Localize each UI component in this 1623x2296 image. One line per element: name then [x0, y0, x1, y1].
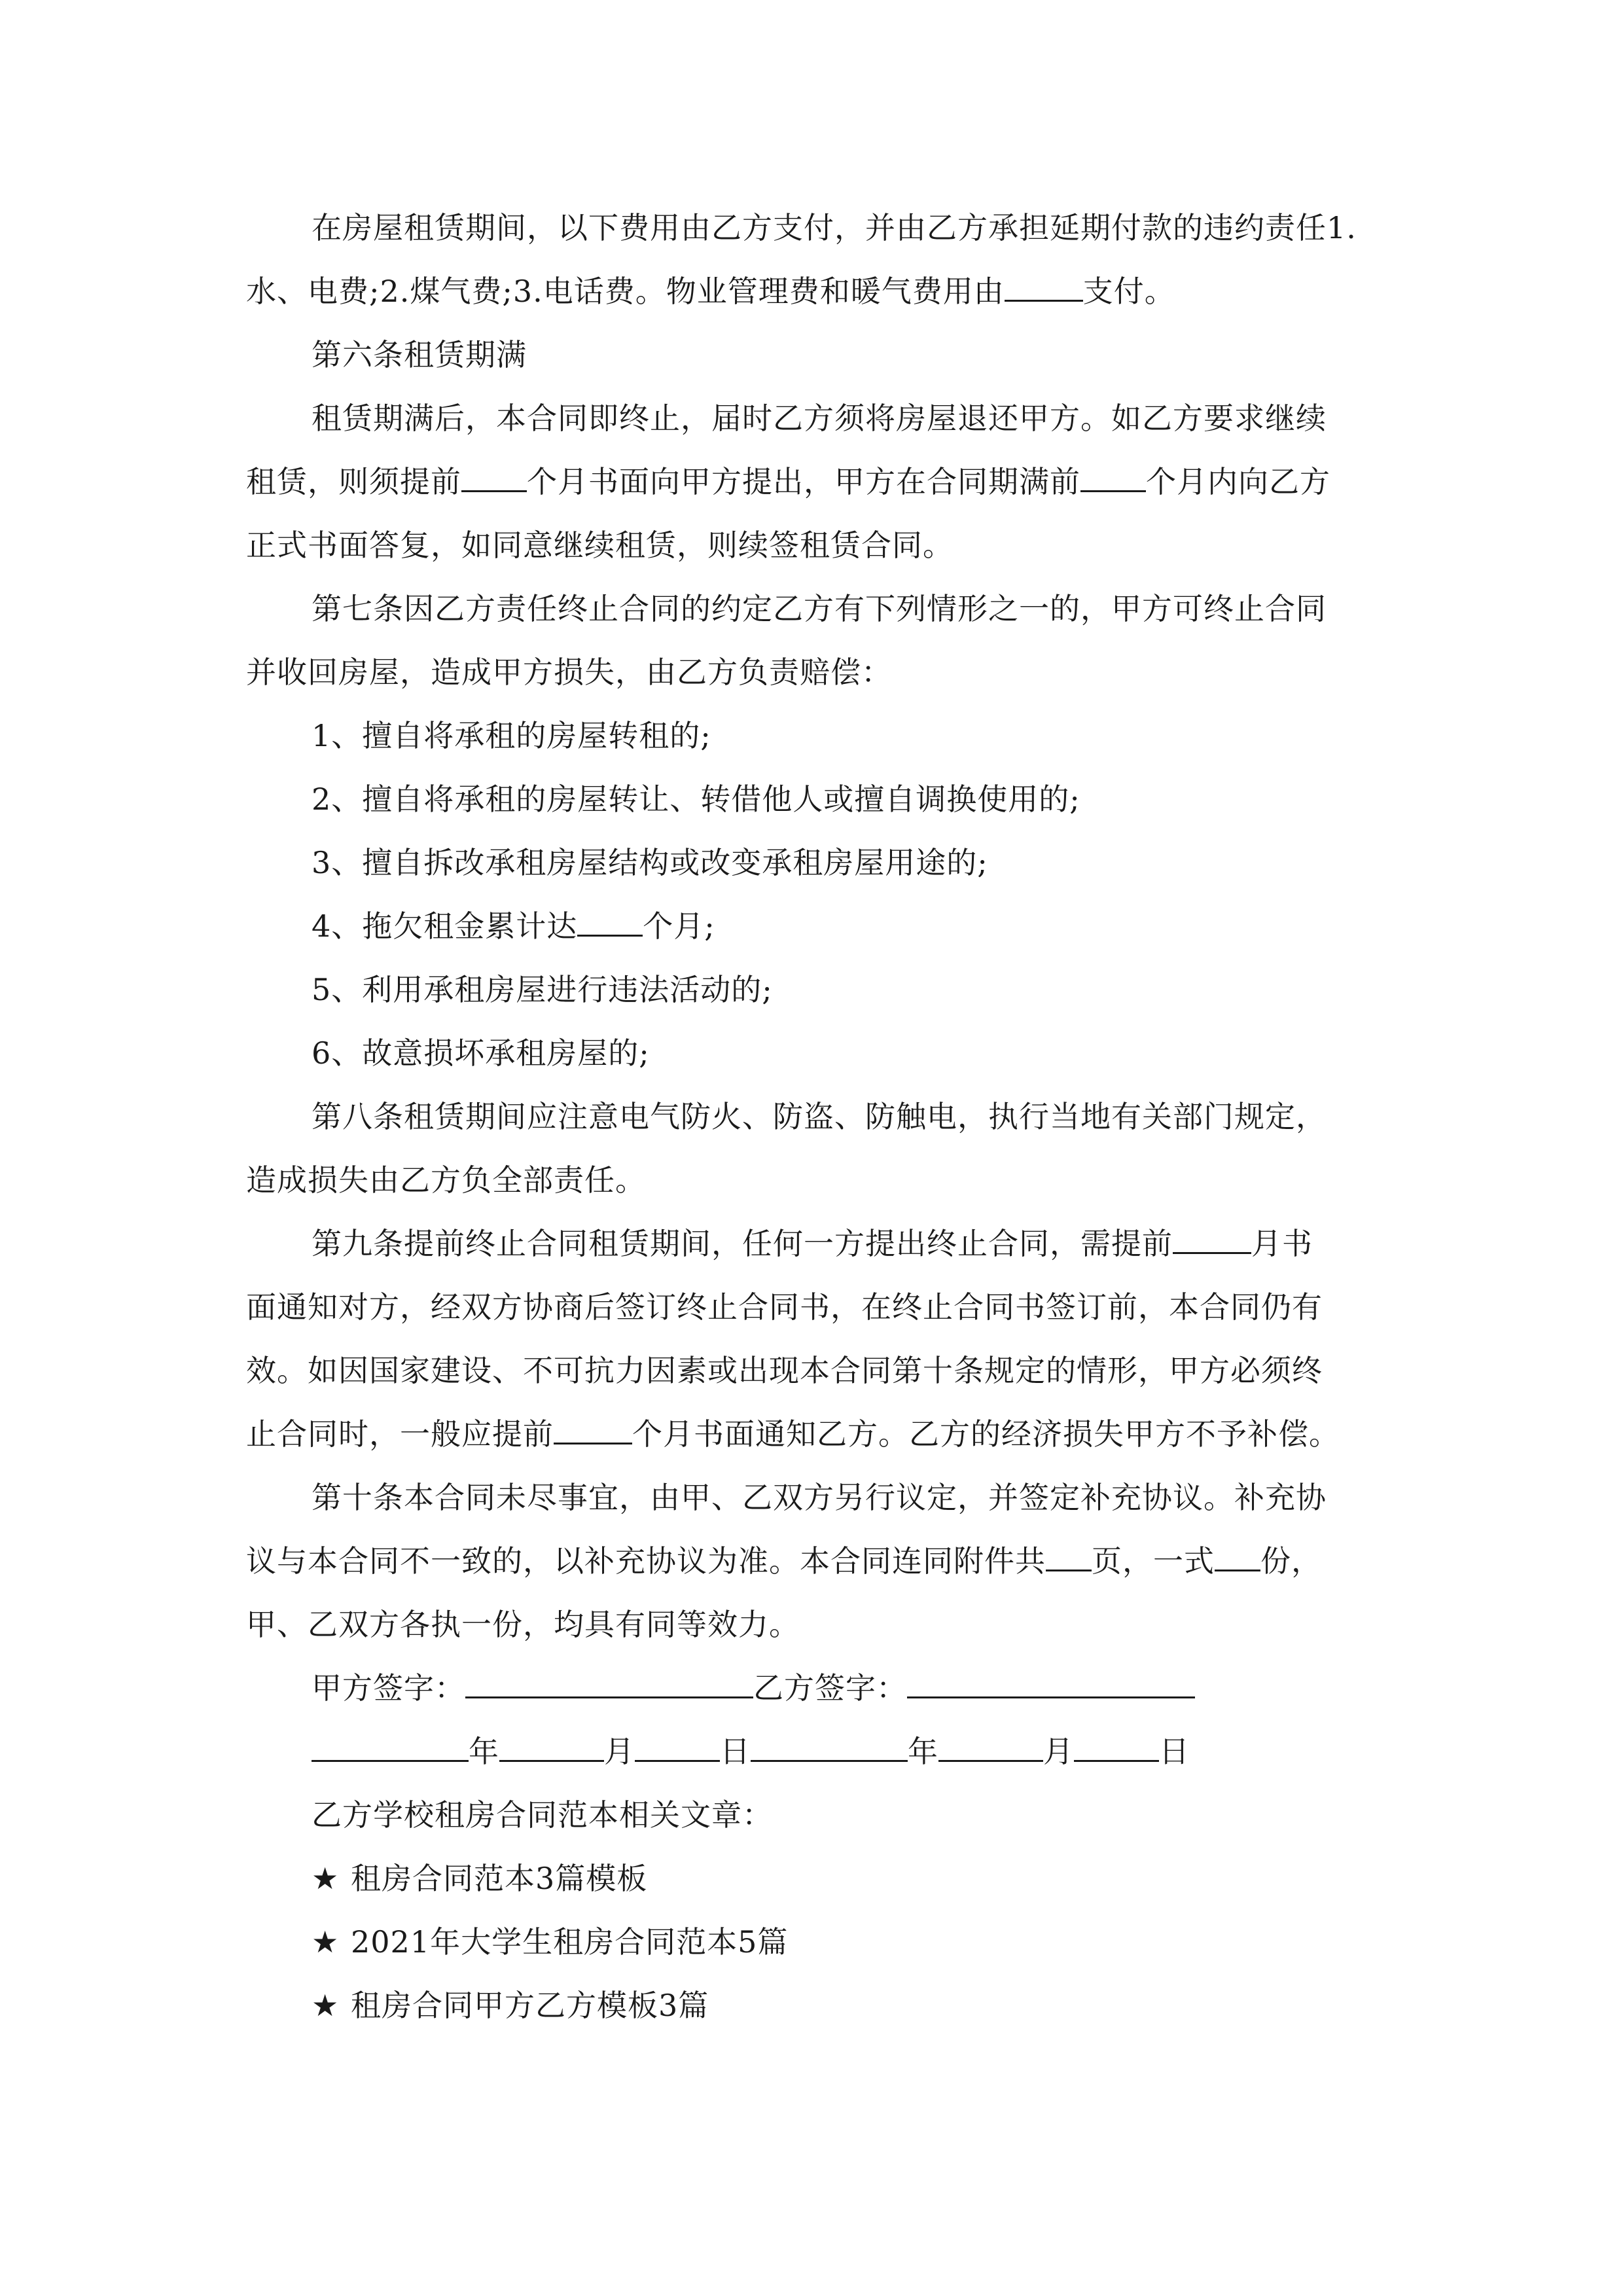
- paragraph-line: [246, 387, 1378, 450]
- article-10-text: 甲、乙双方各执一份，均具有同等效力。: [246, 1607, 800, 1642]
- article-9-text: 效。如因国家建设、不可抗力因素或出现本合同第十条规定的情形，甲方必须终: [246, 1353, 1323, 1388]
- related-articles-heading: [246, 1784, 1378, 1847]
- list-item-text: 个月;: [643, 908, 715, 944]
- related-link-text[interactable]: 租房合同范本3篇模板: [351, 1861, 648, 1896]
- document-body: [246, 196, 1378, 2037]
- party-a-month-field: [499, 1734, 604, 1762]
- list-item: [246, 958, 1378, 1022]
- paragraph-line: [246, 1593, 1378, 1657]
- article-10-text: 页，一式: [1092, 1543, 1215, 1579]
- article-8-text: 造成损失由乙方负全部责任。: [246, 1162, 646, 1198]
- paragraph-line: [246, 260, 1378, 323]
- list-item-text: 6、故意损坏承租房屋的;: [312, 1035, 650, 1071]
- party-b-signature-label: 乙方签字：: [753, 1670, 907, 1706]
- article-10-text: 份，: [1260, 1543, 1322, 1579]
- list-item: [246, 895, 1378, 958]
- related-link-text[interactable]: 租房合同甲方乙方模板3篇: [351, 1988, 709, 2023]
- star-icon: ★: [312, 1988, 340, 2023]
- list-item: [246, 704, 1378, 768]
- related-link[interactable]: [246, 1847, 1378, 1910]
- star-icon: ★: [312, 1924, 340, 1960]
- star-icon: ★: [312, 1861, 340, 1896]
- article-10-text: 议与本合同不一致的，以补充协议为准。本合同连同附件共: [246, 1543, 1046, 1579]
- lease-expiry-text: 个月书面向甲方提出，甲方在合同期满前: [527, 464, 1080, 499]
- related-link-text[interactable]: 2021年大学生租房合同范本5篇: [351, 1924, 789, 1960]
- paragraph-line: [246, 1149, 1378, 1212]
- article-9-text: 第九条提前终止合同租赁期间，任何一方提出终止合同，需提前: [312, 1226, 1173, 1261]
- party-a-signature-label: 甲方签字：: [312, 1670, 465, 1706]
- day-label: 日: [1159, 1734, 1190, 1769]
- fill-blank: [1215, 1543, 1260, 1571]
- date-row: [246, 1720, 1378, 1784]
- related-link[interactable]: [246, 1974, 1378, 2037]
- fill-blank: [461, 464, 527, 492]
- lease-expiry-text: 租赁，则须提前: [246, 464, 461, 499]
- party-a-year-field: [312, 1734, 469, 1762]
- related-link[interactable]: [246, 1910, 1378, 1974]
- day-label: 日: [720, 1734, 751, 1769]
- paragraph-line: [246, 196, 1378, 260]
- year-label: 年: [469, 1734, 499, 1769]
- party-a-signature-field: [465, 1670, 753, 1698]
- article-9-text: 面通知对方，经双方协商后签订终止合同书，在终止合同书签订前，本合同仍有: [246, 1289, 1323, 1325]
- list-item: [246, 831, 1378, 895]
- article-10-text: 第十条本合同未尽事宜，由甲、乙双方另行议定，并签定补充协议。补充协: [312, 1480, 1327, 1515]
- fill-blank: [1046, 1543, 1092, 1571]
- paragraph-line: [246, 1085, 1378, 1149]
- paragraph-line: [246, 1530, 1378, 1593]
- year-label: 年: [908, 1734, 938, 1769]
- party-a-day-field: [635, 1734, 720, 1762]
- article-8-text: 第八条租赁期间应注意电气防火、防盗、防触电，执行当地有关部门规定，: [312, 1099, 1327, 1134]
- fill-blank: [577, 908, 643, 937]
- fill-blank: [554, 1416, 632, 1444]
- lease-expiry-text: 租赁期满后，本合同即终止，届时乙方须将房屋退还甲方。如乙方要求继续: [312, 401, 1327, 436]
- list-item-text: 5、利用承租房屋进行违法活动的;: [312, 972, 773, 1007]
- list-item: [246, 1022, 1378, 1085]
- month-label: 月: [604, 1734, 635, 1769]
- party-b-month-field: [938, 1734, 1043, 1762]
- article-6-title: [246, 323, 1378, 387]
- fill-blank: [1173, 1226, 1251, 1254]
- fees-text-end: 支付。: [1082, 274, 1175, 309]
- fill-blank: [1080, 464, 1146, 492]
- month-label: 月: [1043, 1734, 1074, 1769]
- paragraph-line: [246, 1212, 1378, 1276]
- list-item-text: 3、擅自拆改承租房屋结构或改变承租房屋用途的;: [312, 845, 988, 880]
- fees-text: 在房屋租赁期间，以下费用由乙方支付，并由乙方承担延期付款的违约责任1.: [312, 210, 1357, 245]
- lease-expiry-text: 正式书面答复，如同意继续租赁，则续签租赁合同。: [246, 528, 954, 563]
- paragraph-line: [246, 514, 1378, 577]
- party-b-day-field: [1074, 1734, 1159, 1762]
- article-title-text: 第六条租赁期满: [312, 337, 527, 372]
- fees-text-cont: 水、电费;2.煤气费;3.电话费。物业管理费和暖气费用由: [246, 274, 1005, 309]
- article-9-text: 月书: [1251, 1226, 1313, 1261]
- related-heading-text: 乙方学校租房合同范本相关文章：: [312, 1797, 773, 1833]
- article-7-text: 并收回房屋，造成甲方损失，由乙方负责赔偿：: [246, 655, 892, 690]
- paragraph-line: [246, 641, 1378, 704]
- paragraph-line: [246, 1403, 1378, 1466]
- list-item-text: 2、擅自将承租的房屋转让、转借他人或擅自调换使用的;: [312, 781, 1080, 817]
- lease-expiry-text: 个月内向乙方: [1146, 464, 1330, 499]
- article-7-text: 第七条因乙方责任终止合同的约定乙方有下列情形之一的，甲方可终止合同: [312, 591, 1327, 626]
- list-item-text: 1、擅自将承租的房屋转租的;: [312, 718, 711, 753]
- paragraph-line: [246, 1466, 1378, 1530]
- fill-blank: [1005, 274, 1083, 302]
- party-b-signature-field: [907, 1670, 1195, 1698]
- paragraph-line: [246, 1339, 1378, 1403]
- paragraph-line: [246, 1276, 1378, 1339]
- signature-row: [246, 1657, 1378, 1720]
- article-9-text: 个月书面通知乙方。乙方的经济损失甲方不予补偿。: [632, 1416, 1340, 1452]
- list-item-text: 4、拖欠租金累计达: [312, 908, 578, 944]
- party-b-year-field: [751, 1734, 908, 1762]
- list-item: [246, 768, 1378, 831]
- article-9-text: 止合同时，一般应提前: [246, 1416, 554, 1452]
- paragraph-line: [246, 450, 1378, 514]
- paragraph-line: [246, 577, 1378, 641]
